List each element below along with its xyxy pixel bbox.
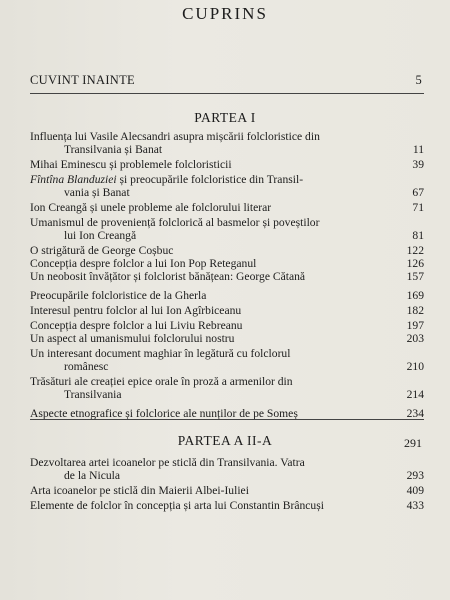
toc-entry [30, 270, 424, 283]
toc-entry-page: 39 [412, 158, 424, 171]
toc-entry-page: 409 [406, 484, 424, 497]
toc-entry-title: vania și Banat [64, 186, 130, 199]
part1-toc [30, 130, 424, 420]
toc-entry [30, 173, 424, 199]
toc-entry-page: 197 [406, 319, 424, 332]
toc-entry [30, 244, 424, 257]
toc-entry [30, 319, 424, 332]
toc-entry-page: 182 [406, 304, 424, 317]
toc-entry-title: Concepția despre folclor a lui Liviu Rebreanu [30, 319, 243, 332]
toc-entry [30, 456, 424, 482]
toc-entry-title: Dezvoltarea artei icoanelor pe sticlă din Transilvania. Vatra [30, 456, 305, 469]
toc-entry-title: Concepția despre folclor a lui Ion Pop Reteganul [30, 257, 257, 270]
toc-entry-page: 169 [406, 289, 424, 302]
toc-entry-title: Ion Creangă și unele probleme ale folclorului literar [30, 201, 272, 214]
toc-entry [30, 201, 424, 214]
section-divider [30, 93, 424, 94]
toc-entry-title: Influența lui Vasile Alecsandri asupra mișcării folcloristice din [30, 130, 320, 143]
toc-entry-title: Arta icoanelor pe sticlă din Maierii Albei-Iuliei [30, 484, 249, 497]
part1-heading: PARTEA I [194, 110, 256, 125]
toc-entry-title: Un neobosit învățător și folclorist bănățean: George Cătană [30, 270, 306, 283]
toc-entry-page: 214 [406, 388, 424, 401]
toc-entry-title-part: și preocupările folcloristice din Transil- [116, 173, 304, 186]
foreword-label: CUVINT INAINTE [30, 73, 135, 87]
toc-entry-title: lui Ion Creangă [64, 229, 137, 242]
toc-entry-page: 81 [412, 229, 424, 242]
toc-entry [30, 158, 424, 171]
toc-entry-title [30, 173, 380, 186]
toc-entry [30, 375, 424, 401]
part2-heading: PARTEA A II-A [177, 433, 273, 448]
toc-entry-title: Trăsături ale creației epice orale în proză a armenilor din [30, 375, 293, 388]
toc-entry-page: 433 [406, 499, 424, 512]
toc-entry-page: 293 [406, 469, 424, 482]
toc-entry [30, 499, 424, 512]
toc-entry-page: 126 [406, 257, 424, 270]
toc-entry-title: Transilvania [64, 388, 122, 401]
toc-entry-page: 67 [412, 186, 424, 199]
part2-toc [30, 456, 424, 512]
toc-entry-title: Mihai Eminescu și problemele folcloristicii [30, 158, 232, 171]
toc-entry [30, 130, 424, 156]
page-title: CUPRINS [182, 4, 268, 23]
foreword-page: 5 [415, 73, 422, 87]
toc-entry-title: Aspecte etnografice și folclorice ale nunților de pe Someș [30, 407, 298, 420]
toc-entry-title: românesc [64, 360, 109, 373]
toc-entry [30, 216, 424, 242]
toc-entry [30, 332, 424, 345]
toc-entry [30, 484, 424, 497]
toc-entry-page: 234 [406, 407, 424, 420]
section-divider [30, 419, 424, 420]
toc-entry-title: Elemente de folclor în concepția și arta lui Constantin Brâncuși [30, 499, 324, 512]
toc-entry [30, 257, 424, 270]
part2-page: 291 [404, 436, 422, 450]
toc-entry-title: Un interesant document maghiar în legătură cu folclorul [30, 347, 291, 360]
toc-entry-title: Preocupările folcloristice de la Gherla [30, 289, 207, 302]
toc-entry-page: 157 [406, 270, 424, 283]
toc-entry-page: 203 [406, 332, 424, 345]
toc-entry [30, 347, 424, 373]
toc-entry [30, 304, 424, 317]
toc-entry-title: Interesul pentru folclor al lui Ion Agîrbiceanu [30, 304, 242, 317]
toc-entry-page: 71 [412, 201, 424, 214]
foreword-entry [30, 73, 422, 88]
toc-entry-title: de la Nicula [64, 469, 121, 482]
toc-entry-title: Un aspect al umanismului folclorului nostru [30, 332, 235, 345]
toc-entry-page: 210 [406, 360, 424, 373]
toc-entry [30, 289, 424, 302]
toc-entry-title: O strigătură de George Coșbuc [30, 244, 174, 257]
toc-entry-title: Umanismul de proveniență folclorică al basmelor și poveștilor [30, 216, 320, 229]
toc-entry-page: 122 [406, 244, 424, 257]
toc-entry-page: 11 [412, 143, 424, 156]
toc-entry-title: Transilvania și Banat [64, 143, 163, 156]
toc-entry-italic-title: Fîntîna Blanduziei [30, 173, 117, 186]
